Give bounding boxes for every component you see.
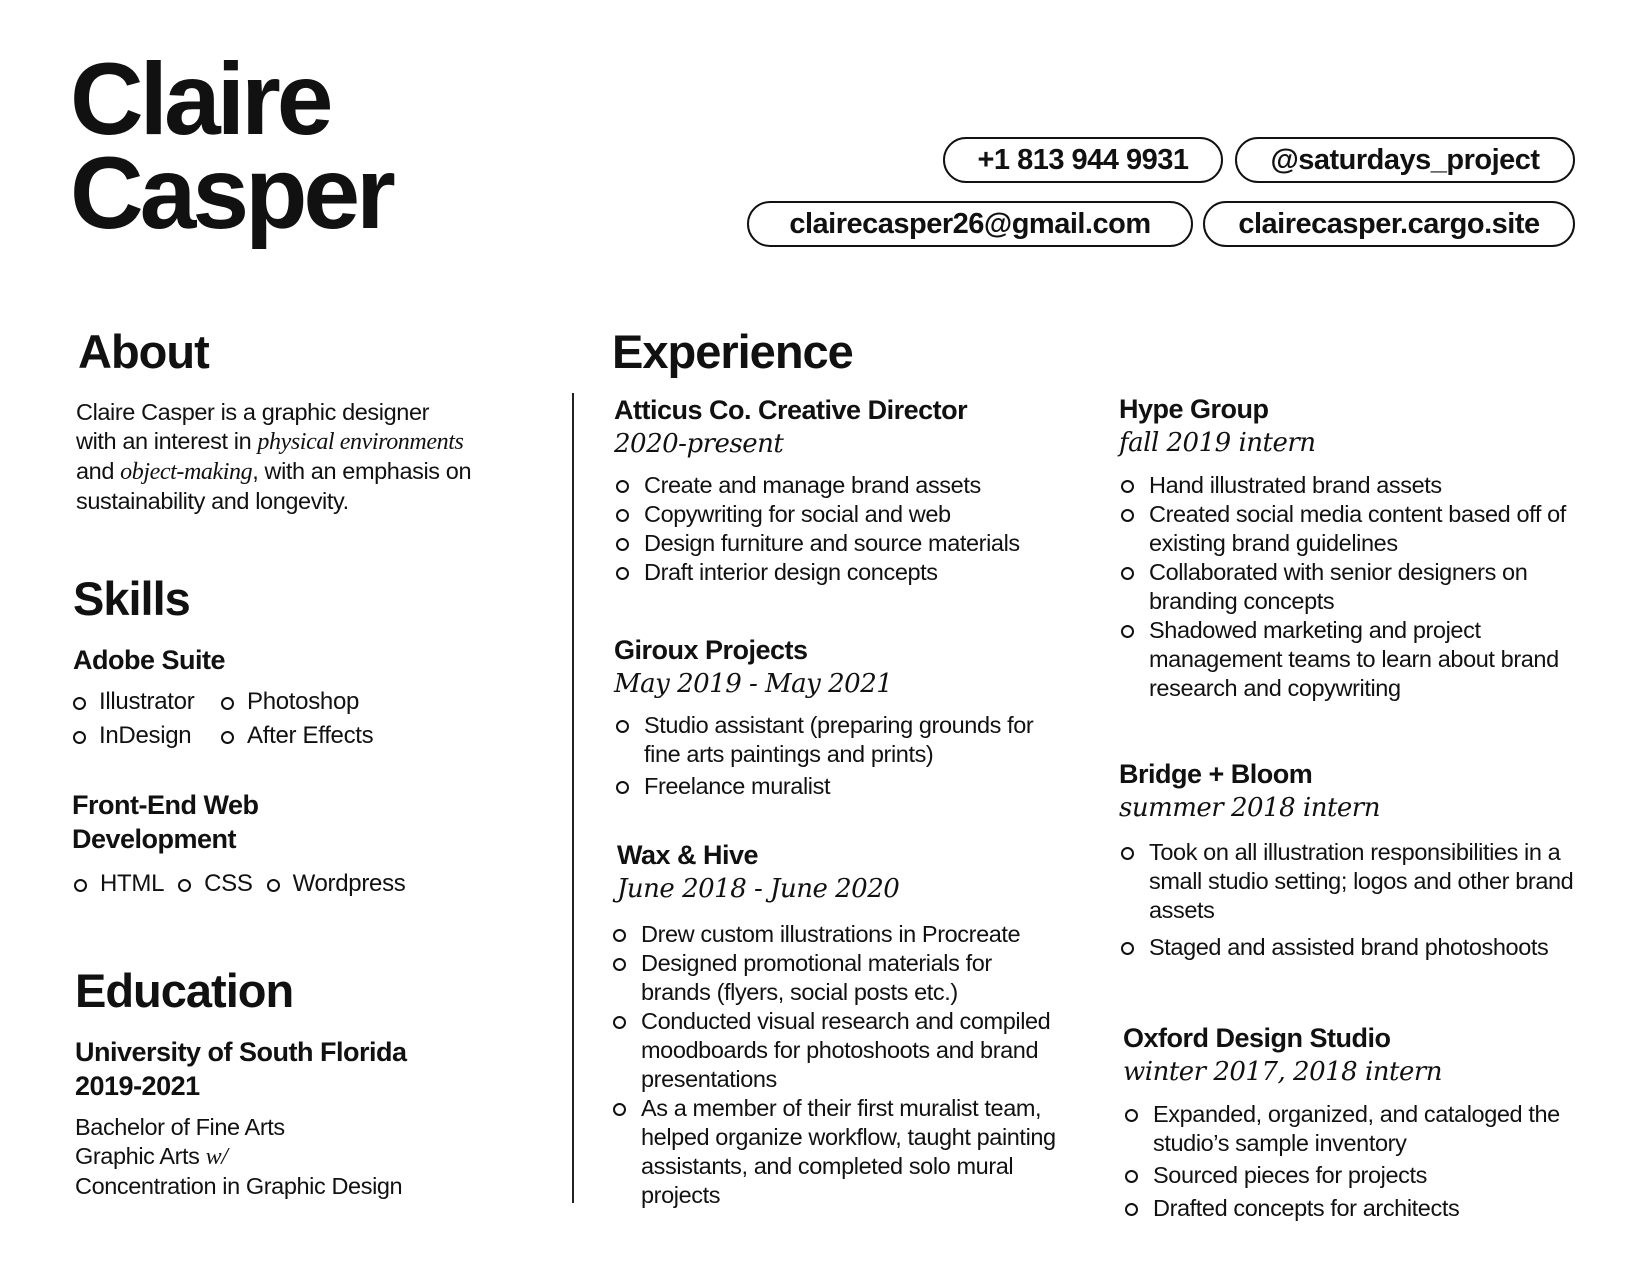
job-entry xyxy=(617,838,1057,1210)
job-entry xyxy=(614,633,1054,801)
skill-item: Photoshop xyxy=(221,687,381,717)
about-text-part: and xyxy=(76,458,121,484)
bullet-item: Create and manage brand assets xyxy=(614,471,1054,500)
bullet-item: Copywriting for social and web xyxy=(614,500,1054,529)
bullet-item: Design furniture and source materials xyxy=(614,529,1054,558)
bullet-item: Took on all illustration responsibilities in a small studio setting; logos and other brand assets xyxy=(1119,838,1599,925)
job-bullets xyxy=(1119,838,1599,962)
about-text-part: with an interest in xyxy=(76,428,258,454)
adobe-skill-list xyxy=(73,687,381,751)
bullet-item: Studio assistant (preparing grounds for fine arts paintings and prints) xyxy=(614,711,1054,769)
bullet-item: Shadowed marketing and project management teams to learn about brand research and copywriting xyxy=(1119,616,1589,703)
degree-line xyxy=(75,1142,402,1172)
bullet-item: Hand illustrated brand assets xyxy=(1119,471,1589,500)
bullet-item: Created social media content based off of existing brand guidelines xyxy=(1119,500,1589,558)
bullet-item: Conducted visual research and compiled moodboards for photoshoots and brand presentations xyxy=(611,1007,1057,1094)
job-title: Bridge + Bloom xyxy=(1119,759,1313,789)
skill-item: HTML xyxy=(74,869,164,899)
skill-group-title-line: Front-End Web xyxy=(72,790,259,820)
job-title: Hype Group xyxy=(1119,394,1269,424)
bullet-item: Drew custom illustrations in Procreate xyxy=(611,920,1057,949)
bullet-item: Staged and assisted brand photoshoots xyxy=(1119,933,1599,962)
about-emphasis: physical environments xyxy=(257,429,464,455)
job-title: Giroux Projects xyxy=(614,635,808,665)
email-pill[interactable]: clairecasper26@gmail.com xyxy=(747,201,1193,247)
web-skill-list xyxy=(74,869,406,899)
skill-item: InDesign xyxy=(73,721,221,751)
website-pill[interactable]: clairecasper.cargo.site xyxy=(1203,201,1575,247)
bullet-item: Sourced pieces for projects xyxy=(1123,1161,1603,1190)
instagram-pill[interactable]: @saturdays_project xyxy=(1235,137,1575,183)
degree-emphasis: w/ xyxy=(205,1144,228,1170)
bullet-item: Designed promotional materials for brands (flyers, social posts etc.) xyxy=(611,949,1057,1007)
about-line: Claire Casper is a graphic designer xyxy=(76,399,430,425)
skill-item: Illustrator xyxy=(73,687,221,717)
education-school xyxy=(75,1035,407,1103)
job-dates: June 2018 - June 2020 xyxy=(617,874,900,904)
school-name: University of South Florida xyxy=(75,1037,407,1067)
job-bullets xyxy=(1119,471,1589,703)
bullet-item: Drafted concepts for architects xyxy=(1123,1194,1603,1223)
about-text-part: , with an emphasis on xyxy=(252,458,472,484)
job-dates: fall 2019 intern xyxy=(1119,428,1316,458)
about-text xyxy=(76,398,516,516)
experience-heading: Experience xyxy=(612,325,853,378)
job-dates: summer 2018 intern xyxy=(1119,793,1380,823)
job-dates: winter 2017, 2018 intern xyxy=(1123,1057,1443,1087)
job-bullets xyxy=(614,471,1054,587)
bullet-item: Collaborated with senior designers on branding concepts xyxy=(1119,558,1589,616)
job-entry xyxy=(1123,1021,1603,1223)
about-line: sustainability and longevity. xyxy=(76,488,349,514)
column-divider xyxy=(572,393,574,1203)
skills-heading: Skills xyxy=(73,572,190,625)
bullet-item: As a member of their first muralist team, helped organize workflow, taught painting assistants, and completed solo mural projects xyxy=(611,1094,1057,1210)
job-bullets xyxy=(611,920,1057,1210)
first-name: Claire xyxy=(70,42,330,156)
degree-text-part: Graphic Arts xyxy=(75,1143,206,1169)
job-title: Oxford Design Studio xyxy=(1123,1023,1391,1053)
bullet-item: Freelance muralist xyxy=(614,772,1054,801)
skill-item: Wordpress xyxy=(267,869,406,899)
phone-pill[interactable]: +1 813 944 9931 xyxy=(943,137,1223,183)
job-bullets xyxy=(614,711,1054,801)
about-heading: About xyxy=(78,325,209,378)
job-bullets xyxy=(1123,1100,1603,1223)
degree-line: Bachelor of Fine Arts xyxy=(75,1114,285,1140)
education-degree xyxy=(75,1113,402,1201)
degree-line: Concentration in Graphic Design xyxy=(75,1173,403,1199)
skill-item: After Effects xyxy=(221,721,381,751)
skill-item: CSS xyxy=(178,869,252,899)
skill-group-title: Adobe Suite xyxy=(73,645,226,675)
bullet-item: Draft interior design concepts xyxy=(614,558,1054,587)
job-title: Wax & Hive xyxy=(617,840,759,870)
job-entry xyxy=(614,393,1054,587)
about-line xyxy=(76,427,516,457)
education-heading: Education xyxy=(75,964,294,1017)
skill-group-title-line: Development xyxy=(72,824,237,854)
last-name: Casper xyxy=(70,136,392,250)
skill-group-title xyxy=(72,788,258,856)
job-dates: May 2019 - May 2021 xyxy=(614,669,893,699)
about-emphasis: object-making xyxy=(120,459,253,485)
job-dates: 2020-present xyxy=(614,429,784,459)
job-entry xyxy=(1119,757,1599,962)
school-years: 2019-2021 xyxy=(75,1071,200,1101)
about-line xyxy=(76,457,516,487)
name-heading xyxy=(70,42,392,250)
bullet-item: Expanded, organized, and cataloged the studio’s sample inventory xyxy=(1123,1100,1603,1158)
job-title: Atticus Co. Creative Director xyxy=(614,395,968,425)
job-entry xyxy=(1119,392,1589,703)
